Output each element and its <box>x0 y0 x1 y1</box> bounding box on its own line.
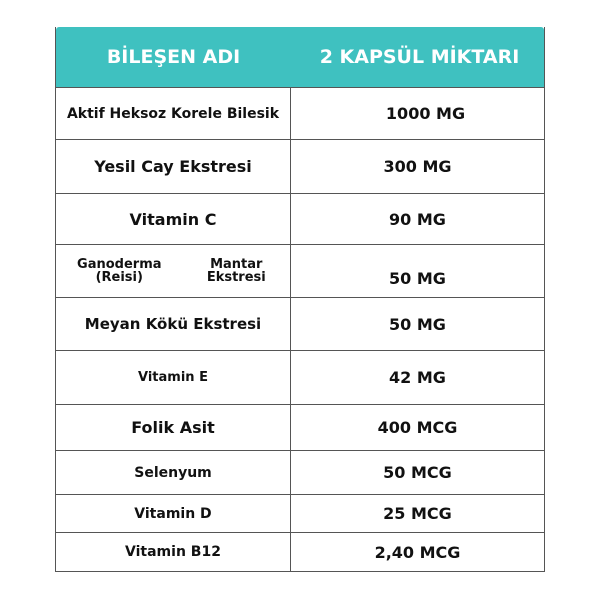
table-row <box>56 139 544 193</box>
table-row <box>56 494 544 532</box>
ingredient-name: Meyan Kökü Ekstresi <box>56 298 291 350</box>
ingredient-amount: 1000 MG <box>385 104 466 123</box>
ingredient-name: Vitamin E <box>56 351 291 404</box>
ingredient-name <box>56 245 291 297</box>
table-row <box>56 244 544 297</box>
ingredient-amount: 50 MCG <box>383 463 452 482</box>
table-row <box>56 350 544 404</box>
ingredient-name-line-1: Ganoderma (Reisi) <box>77 257 162 285</box>
ingredient-amount: 2,40 MCG <box>374 542 461 562</box>
table-row <box>56 450 544 494</box>
table-row <box>56 297 544 350</box>
ingredient-amount: 90 MG <box>389 209 446 229</box>
ingredient-amount: 50 MG <box>389 269 446 288</box>
header-two-capsule-amount: 2 KAPSÜL MİKTARI <box>319 46 520 68</box>
ingredient-name: Selenyum <box>56 451 291 494</box>
ingredient-name: Aktif Heksoz Korele Bilesik <box>56 88 291 139</box>
ingredient-amount: 42 MG <box>389 368 446 387</box>
ingredient-name-line-2: Mantar Ekstresi <box>206 257 266 285</box>
ingredient-name: Vitamin B12 <box>56 533 291 571</box>
ingredient-amount: 300 MG <box>383 157 452 176</box>
table-row <box>56 404 544 450</box>
ingredient-amount: 400 MCG <box>377 418 458 437</box>
ingredient-name: Folik Asit <box>56 405 291 450</box>
table-row <box>56 193 544 244</box>
ingredients-table <box>55 27 545 572</box>
table-header <box>56 27 544 87</box>
ingredient-amount: 50 MG <box>389 314 446 334</box>
table-row <box>56 87 544 139</box>
ingredient-name: Yesil Cay Ekstresi <box>56 140 291 193</box>
ingredient-name: Vitamin C <box>56 194 291 244</box>
table-row <box>56 532 544 571</box>
header-ingredient-name: BİLEŞEN ADI <box>106 46 241 68</box>
ingredient-name: Vitamin D <box>56 495 291 532</box>
ingredient-amount: 25 MCG <box>383 504 452 523</box>
